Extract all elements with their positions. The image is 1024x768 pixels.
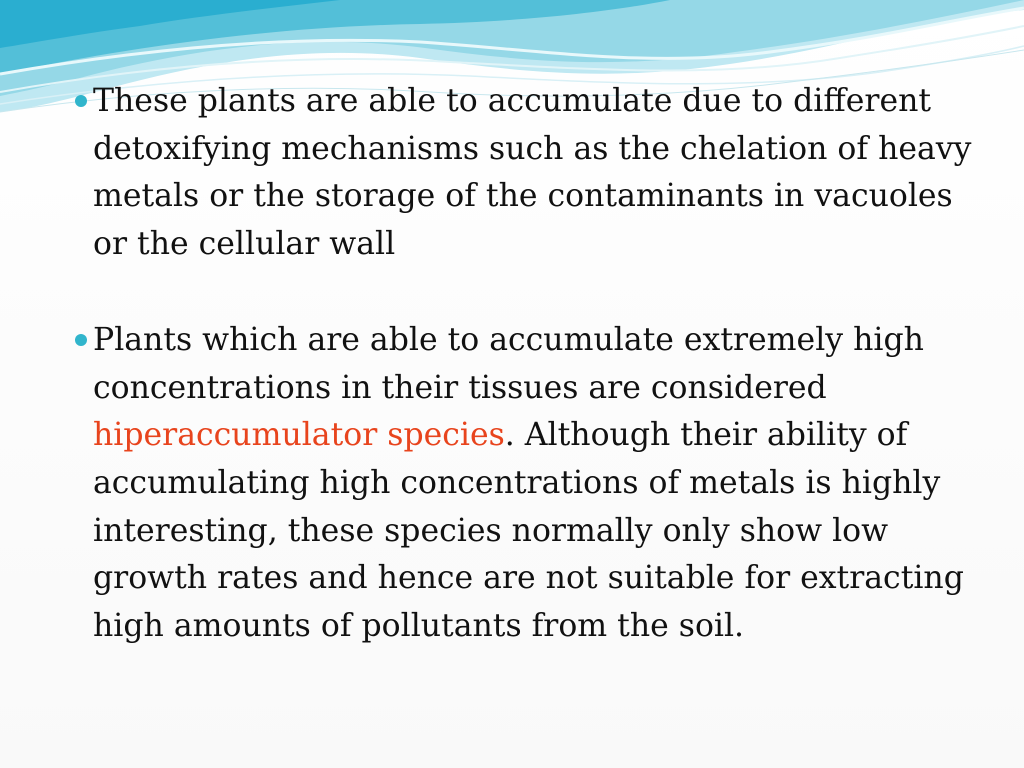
bullet-dot-icon bbox=[75, 334, 87, 346]
highlighted-term: hiperaccumulator species bbox=[93, 417, 505, 454]
bullet-item bbox=[74, 78, 984, 269]
bullet-item bbox=[74, 317, 984, 651]
bullet-text-after-highlight: . Although their ability of accumulating high concentrations of metals is highly interesting, these species normally only show low growth rates and hence are not suitable for extracting high amounts of pollutants from the soil. bbox=[93, 417, 964, 645]
bullet-list bbox=[74, 78, 984, 651]
bullet-dot-icon bbox=[75, 95, 87, 107]
bullet-text-before-highlight: Plants which are able to accumulate extremely high concentrations in their tissues are considered bbox=[93, 321, 924, 406]
bullet-text: These plants are able to accumulate due to different detoxifying mechanisms such as the chelation of heavy metals or the storage of the contaminants in vacuoles or the cellular wall bbox=[93, 83, 972, 263]
